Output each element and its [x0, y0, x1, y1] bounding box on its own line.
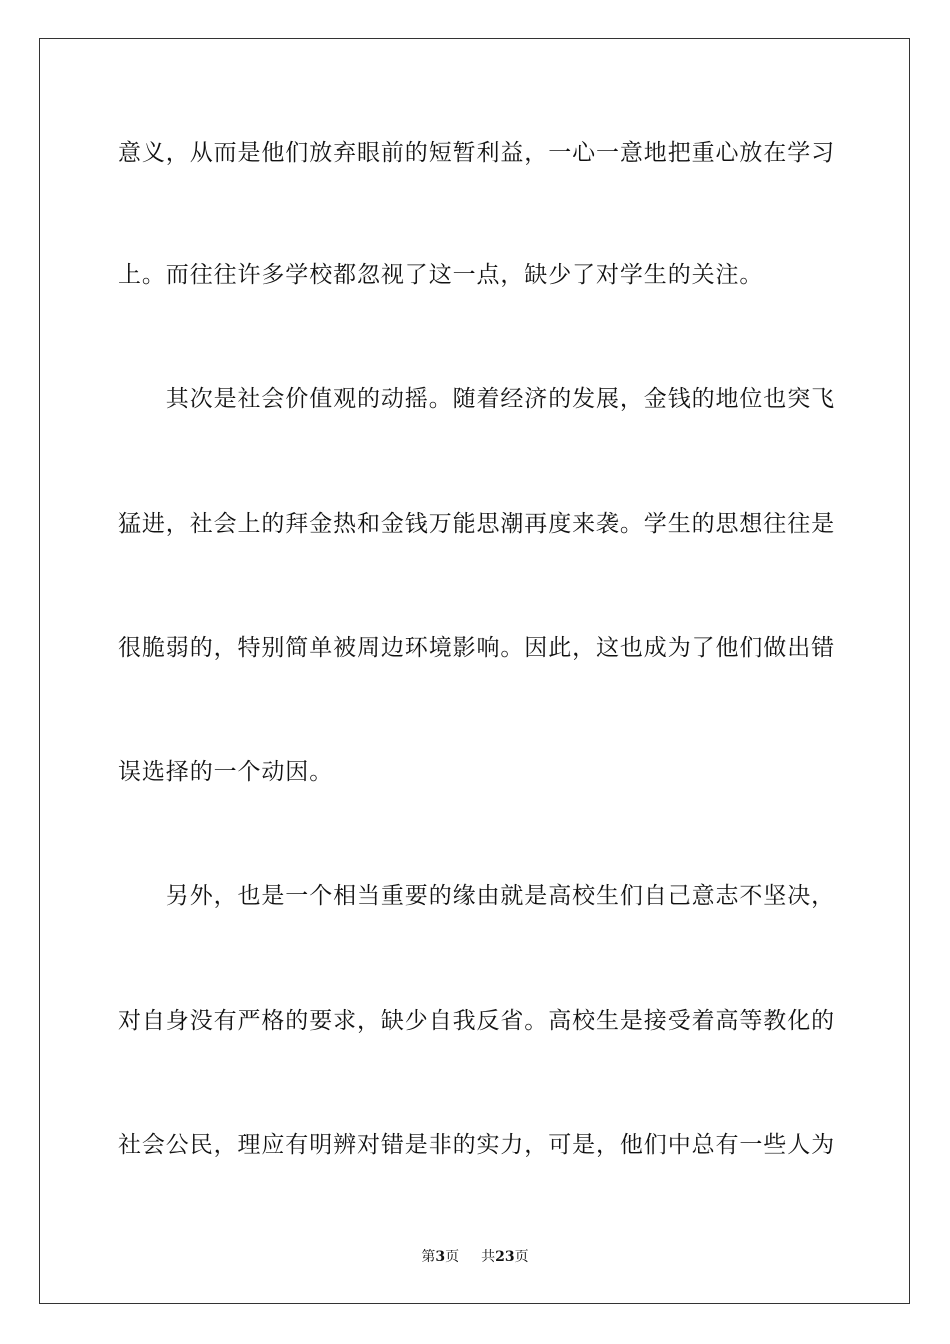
page-prefix: 第	[421, 1249, 436, 1265]
page-border	[39, 38, 910, 1304]
total-pages: 23	[495, 1249, 515, 1265]
text-line-9: 社会公民，理应有明辨对错是非的实力，可是，他们中总有一些人为	[118, 1132, 835, 1158]
text-line-4: 猛进，社会上的拜金热和金钱万能思潮再度来袭。学生的思想往往是	[118, 511, 835, 537]
page-number: 3	[435, 1249, 446, 1265]
text-line-8: 对自身没有严格的要求，缺少自我反省。高校生是接受着高等教化的	[118, 1008, 835, 1034]
text-line-2: 上。而往往许多学校都忽视了这一点，缺少了对学生的关注。	[118, 262, 764, 288]
text-line-5: 很脆弱的，特别简单被周边环境影响。因此，这也成为了他们做出错	[118, 635, 835, 661]
page-footer	[0, 1248, 950, 1266]
text-line-6: 误选择的一个动因。	[118, 759, 334, 785]
total-suffix: 页	[514, 1249, 529, 1265]
text-line-7: 另外，也是一个相当重要的缘由就是高校生们自己意志不坚决，	[118, 883, 835, 909]
page-suffix: 页	[445, 1249, 460, 1265]
text-line-3: 其次是社会价值观的动摇。随着经济的发展，金钱的地位也突飞	[118, 386, 835, 412]
total-prefix: 共	[481, 1249, 496, 1265]
text-line-1: 意义，从而是他们放弃眼前的短暂利益，一心一意地把重心放在学习	[118, 140, 835, 166]
